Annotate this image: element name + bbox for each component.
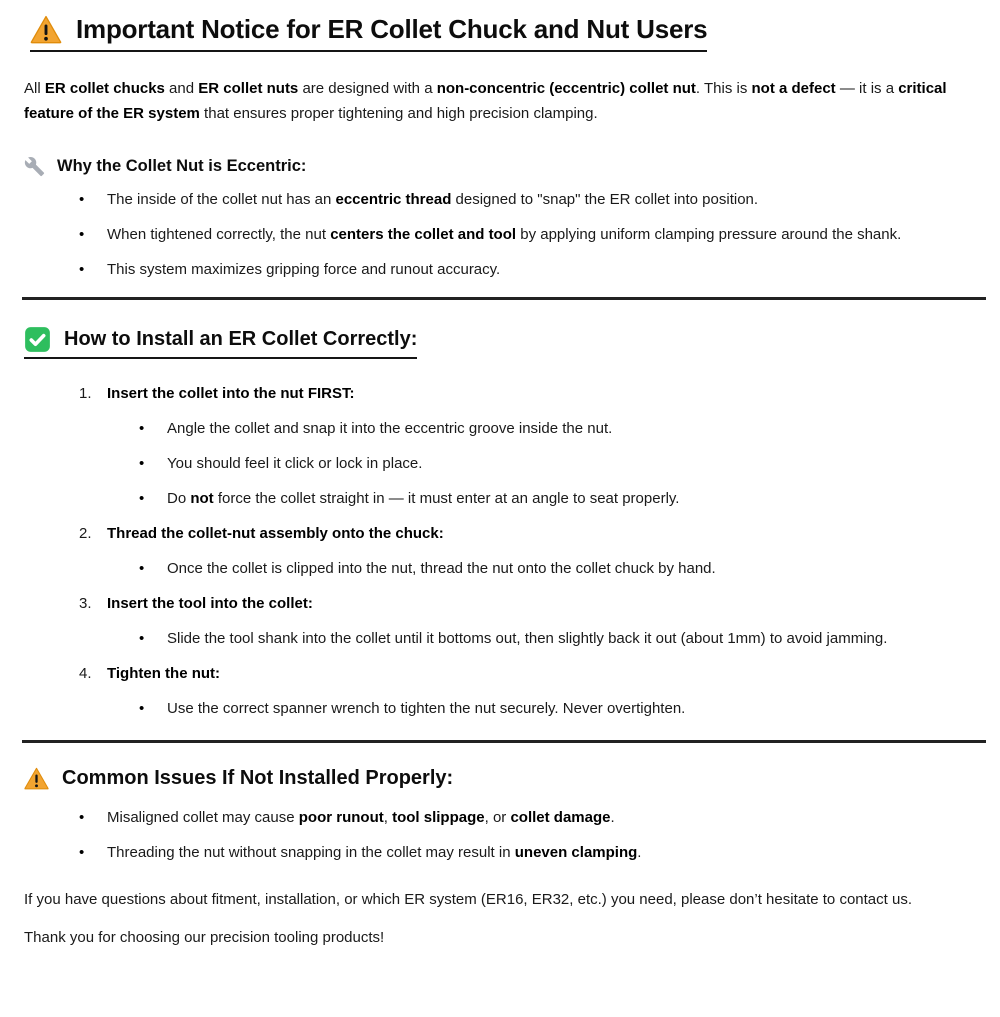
list-item: • Do not force the collet straight in — it must enter at an angle to seat properly. xyxy=(167,488,988,510)
install-heading: How to Install an ER Collet Correctly: xyxy=(64,328,418,350)
list-item: • When tightened correctly, the nut centers the collet and tool by applying uniform clamping pressure around the shank. xyxy=(107,224,988,246)
step-3 xyxy=(79,593,988,650)
list-item: • Use the correct spanner wrench to tighten the nut securely. Never overtighten. xyxy=(167,698,988,720)
step-number: 3. xyxy=(79,595,92,612)
step-title: Insert the tool into the collet: xyxy=(107,595,313,612)
issues-bullet-list xyxy=(24,807,988,864)
wrench-icon xyxy=(24,156,45,177)
step-title: Tighten the nut: xyxy=(107,665,221,682)
thanks-paragraph: Thank you for choosing our precision tooling products! xyxy=(24,929,385,946)
list-item: • Threading the nut without snapping in the collet may result in uneven clamping. xyxy=(107,842,988,864)
why-heading-row xyxy=(24,156,988,177)
step-number: 4. xyxy=(79,665,92,682)
list-item: • This system maximizes gripping force and runout accuracy. xyxy=(107,259,988,281)
install-steps xyxy=(24,383,988,720)
step-sub-list xyxy=(79,558,988,580)
step-number: 1. xyxy=(79,385,92,402)
page-title-row xyxy=(30,14,707,52)
list-item: • Slide the tool shank into the collet until it bottoms out, then slightly back it out (about 1mm) to avoid jamming. xyxy=(167,628,988,650)
step-2 xyxy=(79,523,988,580)
section-divider xyxy=(22,297,986,300)
step-number: 2. xyxy=(79,525,92,542)
intro-paragraph: All ER collet chucks and ER collet nuts are designed with a non-concentric (eccentric) collet nut. This is not a defect — it is a critical feature of the ER system that ensures proper tightening and high precision clamping. xyxy=(24,80,947,122)
step-title: Thread the collet-nut assembly onto the chuck: xyxy=(107,525,444,542)
section-divider xyxy=(22,740,986,743)
list-item: • The inside of the collet nut has an eccentric thread designed to "snap" the ER collet into position. xyxy=(107,189,988,211)
step-title-row xyxy=(79,383,988,405)
check-square-icon xyxy=(24,326,51,353)
page-title: Important Notice for ER Collet Chuck and Nut Users xyxy=(76,14,708,44)
step-sub-list xyxy=(79,698,988,720)
list-item: • Once the collet is clipped into the nut, thread the nut onto the collet chuck by hand. xyxy=(167,558,988,580)
step-title-row xyxy=(79,593,988,615)
issues-heading-row xyxy=(24,767,453,790)
step-sub-list xyxy=(79,628,988,650)
issues-heading: Common Issues If Not Installed Properly: xyxy=(62,767,454,789)
step-title: Insert the collet into the nut FIRST: xyxy=(107,385,355,402)
step-1 xyxy=(79,383,988,510)
list-item: • Misaligned collet may cause poor runout, tool slippage, or collet damage. xyxy=(107,807,988,829)
warning-triangle-icon xyxy=(24,767,49,790)
contact-paragraph: If you have questions about fitment, installation, or which ER system (ER16, ER32, etc.) you need, please don’t hesitate to contact us. xyxy=(24,891,912,908)
install-heading-row xyxy=(24,326,417,359)
step-title-row xyxy=(79,523,988,545)
step-title-row xyxy=(79,663,988,685)
step-sub-list xyxy=(79,418,988,510)
step-4 xyxy=(79,663,988,720)
why-bullet-list xyxy=(24,189,988,281)
install-section xyxy=(24,326,988,720)
warning-triangle-icon xyxy=(30,15,62,44)
issues-section xyxy=(24,767,988,864)
list-item: • Angle the collet and snap it into the eccentric groove inside the nut. xyxy=(167,418,988,440)
list-item: • You should feel it click or lock in place. xyxy=(167,453,988,475)
why-heading: Why the Collet Nut is Eccentric: xyxy=(57,157,307,175)
